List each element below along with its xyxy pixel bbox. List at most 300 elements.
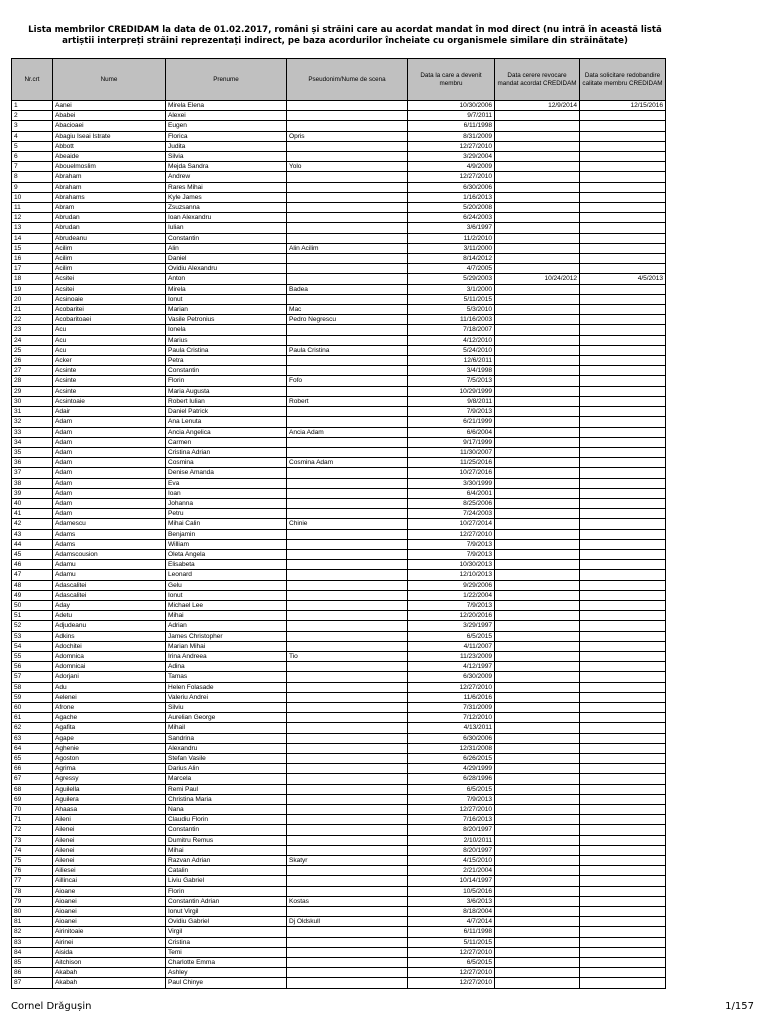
table-row <box>12 356 666 366</box>
cell-data-revocare <box>495 366 580 376</box>
cell-pseudonim <box>287 213 408 223</box>
cell-pseudonim <box>287 356 408 366</box>
cell-nr: 30 <box>12 396 53 406</box>
column-header-data-redobandire: Data solicitare redobandire calitate membru CREDIDAM <box>580 59 666 101</box>
cell-data-membru: 4/11/2007 <box>408 641 495 651</box>
cell-data-revocare <box>495 121 580 131</box>
cell-data-membru: 12/27/2010 <box>408 529 495 539</box>
cell-data-redobandire <box>580 590 666 600</box>
cell-data-membru: 1/16/2013 <box>408 192 495 202</box>
cell-data-membru: 7/31/2009 <box>408 702 495 712</box>
cell-data-redobandire: 4/5/2013 <box>580 274 666 284</box>
cell-data-redobandire <box>580 702 666 712</box>
cell-prenume: Dumitru Remus <box>166 835 287 845</box>
cell-nr: 42 <box>12 519 53 529</box>
cell-pseudonim <box>287 600 408 610</box>
cell-prenume: Eugen <box>166 121 287 131</box>
cell-data-revocare <box>495 621 580 631</box>
cell-prenume: Helen Folasade <box>166 682 287 692</box>
cell-prenume: Maria Augusta <box>166 386 287 396</box>
cell-nume: Acu <box>53 325 166 335</box>
cell-pseudonim <box>287 560 408 570</box>
cell-prenume: Johanna <box>166 498 287 508</box>
cell-data-revocare <box>495 641 580 651</box>
cell-nume: Acsitei <box>53 284 166 294</box>
cell-pseudonim <box>287 121 408 131</box>
cell-data-membru: 6/28/1996 <box>408 774 495 784</box>
cell-data-revocare <box>495 437 580 447</box>
table-row <box>12 743 666 753</box>
cell-data-membru: 4/15/2010 <box>408 856 495 866</box>
column-header-pseudonim: Pseudonim/Nume de scena <box>287 59 408 101</box>
cell-nr: 19 <box>12 284 53 294</box>
cell-pseudonim <box>287 274 408 284</box>
cell-prenume: Rares Mihai <box>166 182 287 192</box>
cell-data-membru: 8/20/1997 <box>408 845 495 855</box>
cell-prenume: Constantin <box>166 233 287 243</box>
cell-data-revocare <box>495 325 580 335</box>
cell-pseudonim <box>287 713 408 723</box>
cell-data-membru: 5/11/2015 <box>408 294 495 304</box>
cell-nume: Airinei <box>53 937 166 947</box>
cell-data-revocare: 10/24/2012 <box>495 274 580 284</box>
cell-data-redobandire <box>580 662 666 672</box>
cell-pseudonim <box>287 233 408 243</box>
cell-prenume: Mihai <box>166 611 287 621</box>
cell-data-membru: 11/25/2016 <box>408 458 495 468</box>
table-row <box>12 396 666 406</box>
cell-prenume: Carmen <box>166 437 287 447</box>
cell-prenume: Temi <box>166 947 287 957</box>
cell-nume: Akabah <box>53 968 166 978</box>
column-header-prenume: Prenume <box>166 59 287 101</box>
cell-pseudonim <box>287 172 408 182</box>
cell-data-revocare <box>495 203 580 213</box>
cell-data-revocare <box>495 396 580 406</box>
cell-nume: Adomnicai <box>53 662 166 672</box>
cell-data-revocare <box>495 876 580 886</box>
cell-pseudonim <box>287 590 408 600</box>
cell-prenume: Ioan <box>166 488 287 498</box>
cell-pseudonim <box>287 835 408 845</box>
cell-pseudonim <box>287 845 408 855</box>
cell-nume: Adam <box>53 417 166 427</box>
cell-nr: 39 <box>12 488 53 498</box>
cell-nr: 44 <box>12 539 53 549</box>
table-row <box>12 927 666 937</box>
cell-data-revocare <box>495 896 580 906</box>
cell-data-redobandire <box>580 335 666 345</box>
cell-prenume: Constantin <box>166 825 287 835</box>
table-row <box>12 907 666 917</box>
cell-prenume: Ana Lenuta <box>166 417 287 427</box>
cell-nr: 84 <box>12 947 53 957</box>
cell-data-membru: 7/9/2013 <box>408 549 495 559</box>
cell-data-revocare <box>495 784 580 794</box>
cell-prenume: Constantin <box>166 366 287 376</box>
cell-nume: Agrima <box>53 764 166 774</box>
cell-data-redobandire <box>580 866 666 876</box>
table-row <box>12 427 666 437</box>
cell-data-redobandire <box>580 651 666 661</box>
cell-nr: 26 <box>12 356 53 366</box>
cell-prenume: Mejda Sandra <box>166 162 287 172</box>
cell-prenume: Marcela <box>166 774 287 784</box>
cell-pseudonim: Fofo <box>287 376 408 386</box>
cell-data-revocare <box>495 743 580 753</box>
cell-data-revocare <box>495 254 580 264</box>
cell-nume: Adkins <box>53 631 166 641</box>
table-row <box>12 539 666 549</box>
cell-pseudonim <box>287 947 408 957</box>
cell-data-membru: 5/24/2010 <box>408 345 495 355</box>
cell-nr: 79 <box>12 896 53 906</box>
cell-pseudonim <box>287 325 408 335</box>
table-row <box>12 458 666 468</box>
cell-data-revocare <box>495 794 580 804</box>
cell-data-revocare <box>495 264 580 274</box>
cell-nr: 59 <box>12 692 53 702</box>
cell-nr: 31 <box>12 407 53 417</box>
cell-pseudonim <box>287 335 408 345</box>
cell-data-redobandire <box>580 172 666 182</box>
cell-nr: 17 <box>12 264 53 274</box>
cell-data-redobandire <box>580 366 666 376</box>
cell-data-membru: 1/22/2004 <box>408 590 495 600</box>
cell-data-membru: 7/5/2013 <box>408 376 495 386</box>
cell-data-redobandire <box>580 937 666 947</box>
cell-data-revocare <box>495 386 580 396</box>
cell-prenume: Judita <box>166 141 287 151</box>
table-row <box>12 121 666 131</box>
cell-data-membru: 4/13/2011 <box>408 723 495 733</box>
cell-prenume: Iulian <box>166 223 287 233</box>
cell-data-membru: 3/1/2000 <box>408 284 495 294</box>
cell-nr: 40 <box>12 498 53 508</box>
cell-nume: Agressy <box>53 774 166 784</box>
cell-data-membru: 6/4/2001 <box>408 488 495 498</box>
cell-pseudonim <box>287 498 408 508</box>
cell-data-membru: 8/31/2009 <box>408 131 495 141</box>
cell-prenume: Leonard <box>166 570 287 580</box>
cell-nume: Airinitoaie <box>53 927 166 937</box>
cell-nr: 3 <box>12 121 53 131</box>
table-row <box>12 468 666 478</box>
cell-data-membru: 4/7/2005 <box>408 264 495 274</box>
cell-data-redobandire <box>580 723 666 733</box>
cell-data-redobandire <box>580 223 666 233</box>
cell-prenume: Gelu <box>166 580 287 590</box>
cell-data-redobandire <box>580 162 666 172</box>
cell-data-redobandire <box>580 141 666 151</box>
cell-data-membru: 6/11/1998 <box>408 121 495 131</box>
cell-nume: Adascalitei <box>53 580 166 590</box>
cell-data-membru: 6/11/1998 <box>408 927 495 937</box>
cell-nume: Akabah <box>53 978 166 988</box>
cell-prenume: Christina Maria <box>166 794 287 804</box>
table-row <box>12 692 666 702</box>
cell-data-redobandire <box>580 284 666 294</box>
cell-prenume: Petra <box>166 356 287 366</box>
cell-nume: Aisida <box>53 947 166 957</box>
cell-data-membru: 8/18/2004 <box>408 907 495 917</box>
cell-data-revocare <box>495 223 580 233</box>
cell-nr: 81 <box>12 917 53 927</box>
cell-data-redobandire <box>580 896 666 906</box>
cell-nr: 83 <box>12 937 53 947</box>
cell-prenume: Alexei <box>166 111 287 121</box>
cell-nr: 85 <box>12 958 53 968</box>
cell-nume: Aday <box>53 600 166 610</box>
cell-nr: 82 <box>12 927 53 937</box>
cell-nr: 29 <box>12 386 53 396</box>
cell-data-revocare <box>495 345 580 355</box>
cell-prenume: Catalin <box>166 866 287 876</box>
cell-nume: Aileni <box>53 815 166 825</box>
table-row <box>12 702 666 712</box>
cell-nr: 32 <box>12 417 53 427</box>
table-row <box>12 621 666 631</box>
cell-data-redobandire <box>580 764 666 774</box>
table-header-row <box>12 59 666 101</box>
table-row <box>12 733 666 743</box>
cell-data-revocare <box>495 213 580 223</box>
cell-data-redobandire <box>580 243 666 253</box>
cell-data-revocare <box>495 560 580 570</box>
cell-pseudonim <box>287 978 408 988</box>
table-row <box>12 764 666 774</box>
table-row <box>12 101 666 111</box>
table-row <box>12 866 666 876</box>
cell-data-revocare <box>495 305 580 315</box>
cell-data-revocare <box>495 549 580 559</box>
cell-pseudonim <box>287 907 408 917</box>
cell-data-membru: 10/27/2016 <box>408 468 495 478</box>
cell-data-revocare <box>495 672 580 682</box>
table-row <box>12 896 666 906</box>
table-row <box>12 284 666 294</box>
cell-data-membru: 12/27/2010 <box>408 805 495 815</box>
cell-data-revocare <box>495 845 580 855</box>
cell-nr: 52 <box>12 621 53 631</box>
table-row <box>12 713 666 723</box>
cell-data-revocare <box>495 192 580 202</box>
cell-prenume: Claudiu Florin <box>166 815 287 825</box>
cell-nume: Aghenie <box>53 743 166 753</box>
cell-prenume: Ioan Alexandru <box>166 213 287 223</box>
cell-data-revocare <box>495 478 580 488</box>
table-row <box>12 417 666 427</box>
cell-data-membru: 12/27/2010 <box>408 682 495 692</box>
cell-data-membru: 10/30/2013 <box>408 560 495 570</box>
table-row <box>12 549 666 559</box>
table-row <box>12 386 666 396</box>
cell-data-redobandire <box>580 447 666 457</box>
cell-data-membru: 12/27/2010 <box>408 947 495 957</box>
cell-nume: Adam <box>53 509 166 519</box>
cell-prenume: Remi Paul <box>166 784 287 794</box>
cell-nr: 12 <box>12 213 53 223</box>
cell-prenume: Constantin Adrian <box>166 896 287 906</box>
cell-data-revocare <box>495 611 580 621</box>
cell-prenume: Benjamin <box>166 529 287 539</box>
cell-data-revocare <box>495 958 580 968</box>
cell-nume: Ailenei <box>53 845 166 855</box>
cell-pseudonim: Chinie <box>287 519 408 529</box>
table-row <box>12 131 666 141</box>
cell-data-membru: 12/31/2008 <box>408 743 495 753</box>
cell-prenume: William <box>166 539 287 549</box>
cell-prenume: Sandrina <box>166 733 287 743</box>
table-row <box>12 958 666 968</box>
cell-prenume: Denise Amanda <box>166 468 287 478</box>
table-row <box>12 794 666 804</box>
cell-data-redobandire <box>580 856 666 866</box>
cell-data-revocare: 12/9/2014 <box>495 101 580 111</box>
cell-prenume: Kyle James <box>166 192 287 202</box>
cell-prenume: Charlotte Emma <box>166 958 287 968</box>
cell-data-revocare <box>495 764 580 774</box>
cell-data-membru: 7/24/2003 <box>408 509 495 519</box>
cell-nr: 87 <box>12 978 53 988</box>
cell-data-membru: 10/14/1997 <box>408 876 495 886</box>
cell-pseudonim: Robert <box>287 396 408 406</box>
cell-nume: Acilim <box>53 243 166 253</box>
cell-prenume: Tamas <box>166 672 287 682</box>
cell-prenume: Anton <box>166 274 287 284</box>
cell-data-membru: 10/27/2014 <box>408 519 495 529</box>
table-row <box>12 305 666 315</box>
cell-data-revocare <box>495 243 580 253</box>
cell-prenume: Virgil <box>166 927 287 937</box>
cell-nr: 50 <box>12 600 53 610</box>
cell-pseudonim: Yolo <box>287 162 408 172</box>
cell-prenume: Andrew <box>166 172 287 182</box>
cell-data-revocare <box>495 907 580 917</box>
cell-pseudonim <box>287 866 408 876</box>
cell-prenume: Liviu Gabriel <box>166 876 287 886</box>
cell-data-redobandire <box>580 131 666 141</box>
cell-pseudonim: Tio <box>287 651 408 661</box>
cell-prenume: Stefan Vasile <box>166 754 287 764</box>
table-row <box>12 519 666 529</box>
cell-nr: 5 <box>12 141 53 151</box>
cell-data-membru: 2/10/2011 <box>408 835 495 845</box>
cell-data-redobandire <box>580 825 666 835</box>
cell-nume: Ababei <box>53 111 166 121</box>
cell-data-membru: 6/24/2003 <box>408 213 495 223</box>
cell-data-redobandire <box>580 407 666 417</box>
cell-nr: 15 <box>12 243 53 253</box>
cell-nr: 57 <box>12 672 53 682</box>
table-row <box>12 876 666 886</box>
cell-data-revocare <box>495 856 580 866</box>
cell-nume: Ailenei <box>53 856 166 866</box>
cell-pseudonim: Cosmina Adam <box>287 458 408 468</box>
cell-data-redobandire <box>580 784 666 794</box>
cell-nume: Adamu <box>53 560 166 570</box>
cell-nume: Acilim <box>53 264 166 274</box>
cell-pseudonim: Dj Oldskull <box>287 917 408 927</box>
cell-nr: 38 <box>12 478 53 488</box>
cell-prenume: Irina Andreea <box>166 651 287 661</box>
cell-data-redobandire <box>580 315 666 325</box>
cell-nr: 86 <box>12 968 53 978</box>
cell-data-revocare <box>495 407 580 417</box>
cell-data-membru: 12/27/2010 <box>408 141 495 151</box>
cell-pseudonim <box>287 468 408 478</box>
cell-data-redobandire <box>580 498 666 508</box>
cell-nr: 13 <box>12 223 53 233</box>
cell-data-membru: 12/10/2013 <box>408 570 495 580</box>
cell-nr: 61 <box>12 713 53 723</box>
cell-pseudonim <box>287 774 408 784</box>
table-row <box>12 611 666 621</box>
cell-nume: Abrudeanu <box>53 233 166 243</box>
cell-pseudonim <box>287 580 408 590</box>
cell-prenume: Mihail <box>166 723 287 733</box>
cell-nume: Agafita <box>53 723 166 733</box>
cell-data-redobandire <box>580 488 666 498</box>
cell-data-redobandire <box>580 345 666 355</box>
cell-pseudonim <box>287 825 408 835</box>
cell-pseudonim <box>287 203 408 213</box>
cell-nume: Aitchison <box>53 958 166 968</box>
cell-data-membru: 11/23/2009 <box>408 651 495 661</box>
cell-data-redobandire <box>580 437 666 447</box>
cell-nr: 56 <box>12 662 53 672</box>
cell-nr: 77 <box>12 876 53 886</box>
table-row <box>12 835 666 845</box>
table-row <box>12 723 666 733</box>
table-row <box>12 274 666 284</box>
cell-prenume: Cristina Adrian <box>166 447 287 457</box>
table-row <box>12 182 666 192</box>
table-row <box>12 192 666 202</box>
cell-nume: Adams <box>53 539 166 549</box>
table-row <box>12 560 666 570</box>
table-row <box>12 407 666 417</box>
table-row <box>12 233 666 243</box>
cell-data-redobandire <box>580 641 666 651</box>
cell-data-membru: 7/9/2013 <box>408 407 495 417</box>
cell-pseudonim <box>287 754 408 764</box>
cell-data-membru: 4/29/1999 <box>408 764 495 774</box>
cell-pseudonim <box>287 682 408 692</box>
cell-data-membru: 6/30/2006 <box>408 182 495 192</box>
cell-nume: Agache <box>53 713 166 723</box>
table-row <box>12 968 666 978</box>
table-row <box>12 672 666 682</box>
cell-data-redobandire <box>580 743 666 753</box>
cell-data-revocare <box>495 529 580 539</box>
cell-nr: 48 <box>12 580 53 590</box>
table-row <box>12 509 666 519</box>
cell-data-redobandire <box>580 600 666 610</box>
table-row <box>12 345 666 355</box>
cell-data-redobandire <box>580 611 666 621</box>
table-row <box>12 498 666 508</box>
cell-data-redobandire: 12/15/2016 <box>580 101 666 111</box>
cell-data-revocare <box>495 539 580 549</box>
cell-data-revocare <box>495 335 580 345</box>
cell-nr: 70 <box>12 805 53 815</box>
cell-pseudonim <box>287 723 408 733</box>
cell-data-revocare <box>495 682 580 692</box>
cell-data-revocare <box>495 111 580 121</box>
cell-pseudonim <box>287 662 408 672</box>
cell-data-membru: 3/30/1999 <box>408 478 495 488</box>
